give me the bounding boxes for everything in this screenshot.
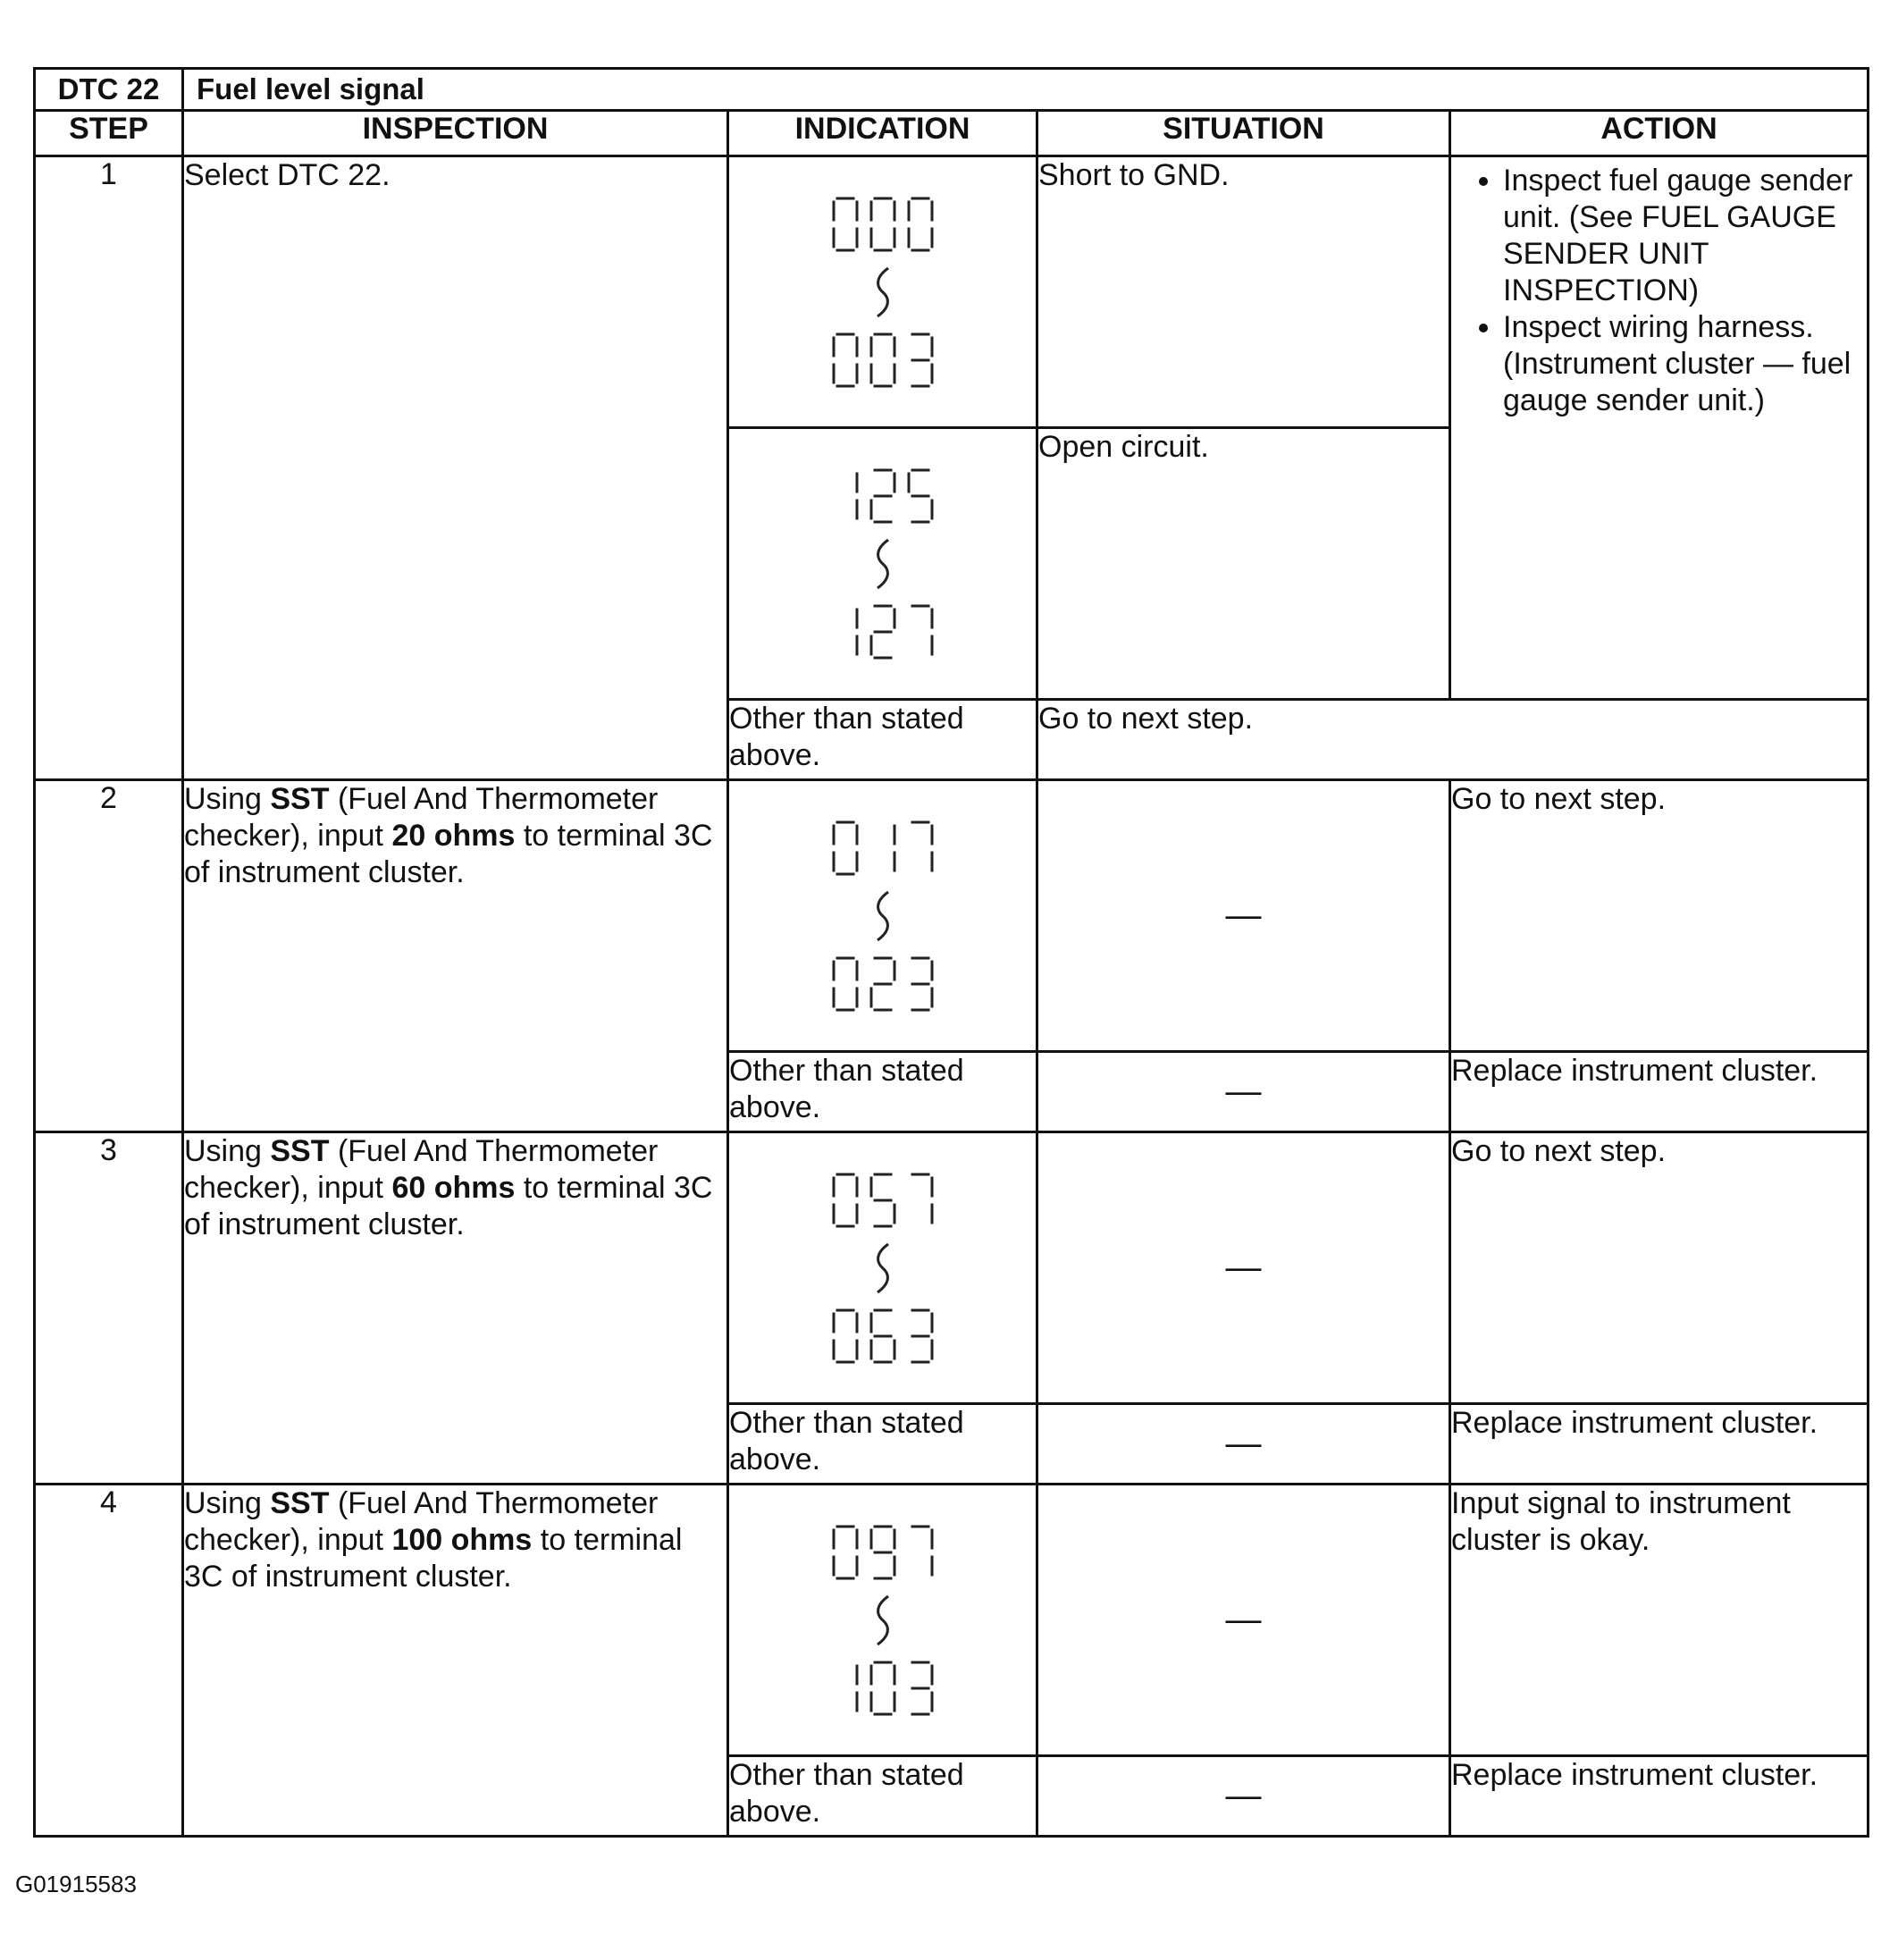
- step2-indication: [728, 780, 1037, 1052]
- col-indication: INDICATION: [728, 111, 1037, 156]
- step2-other: Other than stated above.: [728, 1052, 1037, 1132]
- lcd-digit: [871, 198, 894, 250]
- step2-other-situation: —: [1037, 1052, 1450, 1132]
- step2-situation: —: [1037, 780, 1450, 1052]
- step1-number: 1: [35, 156, 183, 780]
- lcd-digit: [912, 822, 932, 871]
- step1-row-a: [35, 156, 1869, 428]
- lcd-digit: [834, 822, 857, 874]
- lcd-digit: [834, 1310, 857, 1362]
- step3-situation: —: [1037, 1132, 1450, 1404]
- step1-other: Other than stated above.: [728, 700, 1037, 780]
- col-step: STEP: [35, 111, 183, 156]
- range-tilde-icon: [878, 892, 888, 940]
- lcd-range-display: [729, 1167, 1036, 1369]
- step3-inspection: Using SST (Fuel And Thermometer checker), input 60 ohms to terminal 3C of instrument cluster.: [183, 1132, 728, 1485]
- step1-situation-b: Open circuit.: [1037, 428, 1450, 700]
- lcd-digit: [871, 606, 894, 658]
- lcd-digit: [912, 1310, 932, 1362]
- lcd-digits-svg: [802, 191, 963, 393]
- step2-action: Go to next step.: [1450, 780, 1869, 1052]
- lcd-digit: [871, 470, 894, 522]
- step4-row: [35, 1485, 1869, 1756]
- step1-inspection: Select DTC 22.: [183, 156, 728, 780]
- lcd-digit: [912, 1662, 932, 1714]
- dtc-22-table-sheet: [33, 67, 1867, 1846]
- lcd-digit: [912, 1527, 932, 1575]
- range-tilde-icon: [878, 1244, 888, 1292]
- lcd-digit: [912, 334, 932, 386]
- step4-other-action: Replace instrument cluster.: [1450, 1756, 1869, 1837]
- step3-action: Go to next step.: [1450, 1132, 1869, 1404]
- step2-row: [35, 780, 1869, 1052]
- step4-other-situation: —: [1037, 1756, 1450, 1837]
- lcd-digit: [871, 1662, 894, 1714]
- step2-other-action: Replace instrument cluster.: [1450, 1052, 1869, 1132]
- lcd-digit: [912, 606, 932, 654]
- lcd-digit: [834, 1527, 857, 1578]
- step2-inspection: Using SST (Fuel And Thermometer checker), input 20 ohms to terminal 3C of instrument cluster.: [183, 780, 728, 1132]
- step1-situation-a: Short to GND.: [1037, 156, 1450, 428]
- lcd-digits-svg: [802, 463, 963, 665]
- step2-number: 2: [35, 780, 183, 1132]
- step3-other: Other than stated above.: [728, 1404, 1037, 1485]
- lcd-digit: [834, 334, 857, 386]
- lcd-digit: [871, 1527, 894, 1578]
- range-tilde-icon: [878, 540, 888, 588]
- step3-row: [35, 1132, 1869, 1404]
- dtc-header-row: [35, 69, 1869, 111]
- step3-number: 3: [35, 1132, 183, 1485]
- col-situation: SITUATION: [1037, 111, 1450, 156]
- figure-id: G01915583: [15, 1871, 137, 1897]
- step4-inspection: Using SST (Fuel And Thermometer checker), input 100 ohms to terminal 3C of instrument cluster.: [183, 1485, 728, 1837]
- lcd-digit: [834, 958, 857, 1010]
- lcd-digits-svg: [802, 815, 963, 1017]
- dtc-table: [33, 67, 1869, 1838]
- lcd-digits-svg: [802, 1167, 963, 1369]
- step3-indication: [728, 1132, 1037, 1404]
- step4-action: Input signal to instrument cluster is okay.: [1450, 1485, 1869, 1756]
- lcd-digit: [912, 958, 932, 1010]
- lcd-digits-svg: [802, 1519, 963, 1721]
- lcd-digit: [909, 198, 932, 250]
- lcd-digit: [834, 198, 857, 250]
- step4-number: 4: [35, 1485, 183, 1837]
- step4-situation: —: [1037, 1485, 1450, 1756]
- column-header-row: [35, 111, 1869, 156]
- dtc-title: Fuel level signal: [183, 69, 1869, 111]
- step3-other-action: Replace instrument cluster.: [1450, 1404, 1869, 1485]
- lcd-digit: [871, 1310, 894, 1362]
- col-inspection: INSPECTION: [183, 111, 728, 156]
- lcd-digit: [912, 1174, 932, 1223]
- range-tilde-icon: [878, 268, 888, 316]
- lcd-range-display: [729, 463, 1036, 665]
- lcd-digit: [909, 470, 932, 522]
- lcd-range-display: [729, 191, 1036, 393]
- lcd-range-display: [729, 815, 1036, 1017]
- step1-action-2: • Inspect wiring harness. (Instrument cluster — fuel gauge sender unit.): [1503, 309, 1860, 419]
- dtc-code: DTC 22: [35, 69, 183, 111]
- step1-indication-b: [728, 428, 1037, 700]
- col-action: ACTION: [1450, 111, 1869, 156]
- step1-action-1: • Inspect fuel gauge sender unit. (See FUEL GAUGE SENDER UNIT INSPECTION): [1503, 163, 1860, 309]
- step1-indication-a: [728, 156, 1037, 428]
- step3-other-situation: —: [1037, 1404, 1450, 1485]
- lcd-digit: [871, 958, 894, 1010]
- lcd-digit: [871, 334, 894, 386]
- range-tilde-icon: [878, 1596, 888, 1645]
- step4-indication: [728, 1485, 1037, 1756]
- lcd-range-display: [729, 1519, 1036, 1721]
- lcd-digit: [834, 1174, 857, 1226]
- lcd-digit: [871, 1174, 894, 1226]
- step1-actions: [1450, 156, 1869, 700]
- step1-other-action: Go to next step.: [1037, 700, 1869, 780]
- step4-other: Other than stated above.: [728, 1756, 1037, 1837]
